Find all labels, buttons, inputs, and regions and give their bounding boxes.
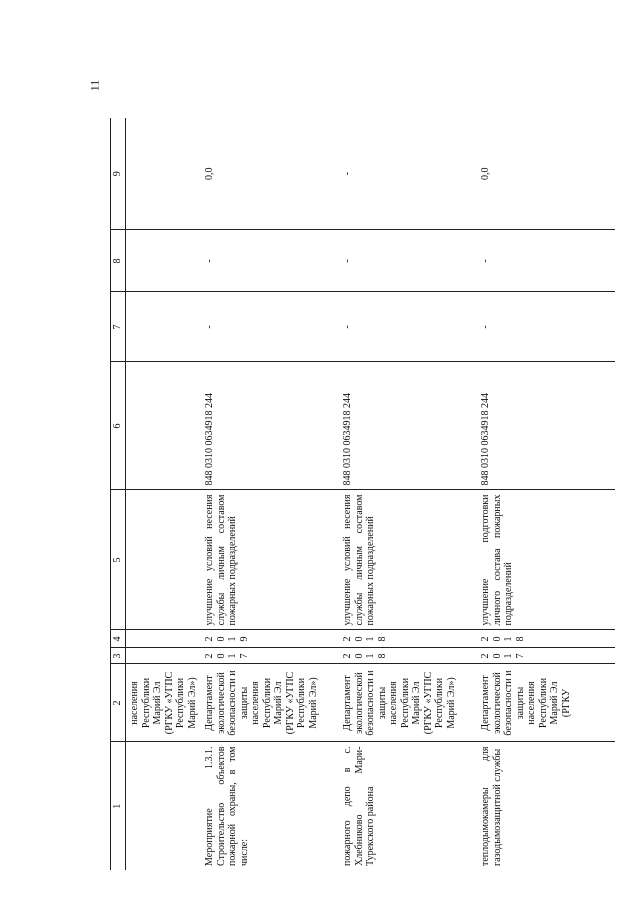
rotated-table-container <box>110 118 615 870</box>
table-row <box>339 118 477 870</box>
end-year: 2019 <box>201 630 339 648</box>
column-header: 6 <box>111 362 126 490</box>
executor: Департамент экологической безопасности и защиты населения Республики Марий Эл (РГКУ <box>477 664 615 742</box>
column-header: 1 <box>111 742 126 870</box>
start-year: 2017 <box>201 648 339 664</box>
activity-name: Мероприятие 1.3.1. Строительство объектов пожарной охраны, в том числе: <box>204 746 250 866</box>
page-number: 11 <box>87 79 102 92</box>
start-year: 2018 <box>339 648 477 664</box>
budget-code: 848 0310 0634918 244 <box>477 362 615 490</box>
column-header: 3 <box>111 648 126 664</box>
carry-over-row <box>126 118 202 870</box>
end-year: 2018 <box>477 630 615 648</box>
value-col7: - <box>201 292 339 362</box>
table-row <box>477 118 615 870</box>
header-row <box>111 118 126 870</box>
value-col9: 0,0 <box>477 118 615 230</box>
start-year: 2017 <box>477 648 615 664</box>
end-year: 2018 <box>339 630 477 648</box>
column-header: 4 <box>111 630 126 648</box>
table-row <box>201 118 339 870</box>
value-col7: - <box>339 292 477 362</box>
value-col9: 0,0 <box>201 118 339 230</box>
executor: Департамент экологической безопасности и защиты населения Республики Марий Эл (РГКУ «УГПС Республики Марий Эл») <box>201 664 339 742</box>
column-header: 7 <box>111 292 126 362</box>
value-col8: - <box>477 230 615 292</box>
column-header: 8 <box>111 230 126 292</box>
activity-name: пожарного депо в с. Хлебниково Мари-Турекского района <box>342 746 376 866</box>
value-col9: - <box>339 118 477 230</box>
program-table <box>110 118 615 870</box>
value-col7: - <box>477 292 615 362</box>
expected-result: улучшение условий несения службы личным составом пожарных подразделений <box>201 490 339 630</box>
value-col8: - <box>339 230 477 292</box>
column-header: 9 <box>111 118 126 230</box>
expected-result: улучшение условий несения службы личным составом пожарных подразделений <box>339 490 477 630</box>
value-col8: - <box>201 230 339 292</box>
carry-executor: населения Республики Марий Эл (РГКУ «УГПС Республики Марий Эл») <box>126 664 202 742</box>
budget-code: 848 0310 0634918 244 <box>339 362 477 490</box>
expected-result: улучшение подготовки личного состава пожарных подразделений <box>477 490 615 630</box>
executor: Департамент экологической безопасности и защиты населения Республики Марий Эл (РГКУ «УГПС Республики Марий Эл») <box>339 664 477 742</box>
column-header: 2 <box>111 664 126 742</box>
budget-code: 848 0310 0634918 244 <box>201 362 339 490</box>
activity-name: теплодымокамеры для газодымозащитной службы <box>480 746 503 866</box>
column-header: 5 <box>111 490 126 630</box>
